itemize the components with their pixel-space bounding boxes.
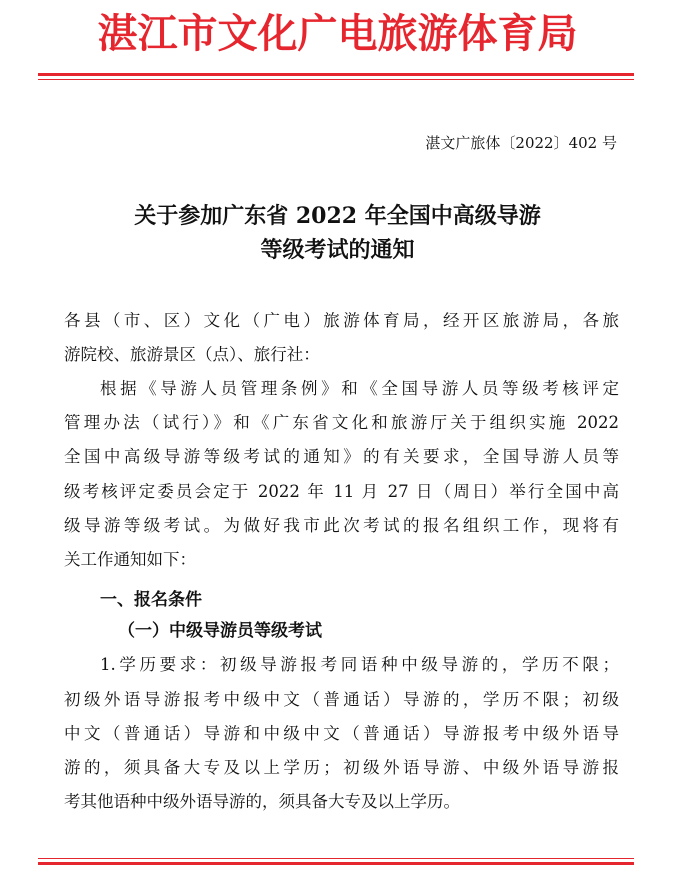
body-line: 关工作通知如下： — [64, 550, 196, 569]
footer-rule-thin — [38, 858, 634, 859]
body-line: 各县（市、区）文化（广电）旅游体育局，经开区旅游局，各旅 — [64, 311, 619, 330]
body-line: 级导游等级考试。为做好我市此次考试的报名组织工作，现将有 — [64, 516, 619, 535]
section-heading: 一、报名条件 — [100, 590, 202, 610]
section-line: 游的，须具备大专及以上学历；初级外语导游、中级外语导游报 — [64, 758, 619, 777]
footer-rule-thick — [38, 862, 634, 865]
agency-header-title: 湛江市文化广电旅游体育局 — [97, 10, 578, 57]
header-rule-thick — [38, 73, 634, 76]
body-line: 全国中高级导游等级考试的通知》的有关要求，全国导游人员等 — [64, 447, 619, 466]
section-line: 中文（普通话）导游和中级中文（普通话）导游报考中级外语导 — [64, 724, 619, 743]
document-title-line-1: 关于参加广东省 2022 年全国中高级导游 — [134, 203, 541, 229]
body-line: 管理办法（试行）》和《广东省文化和旅游厅关于组织实施 2022 — [64, 413, 619, 432]
body-line: 级考核评定委员会定于 2022 年 11 月 27 日（周日）举行全国中高 — [64, 482, 619, 501]
document-title-line-2: 等级考试的通知 — [260, 237, 415, 263]
subsection-heading: （一）中级导游员等级考试 — [118, 621, 322, 641]
document-number: 湛文广旅体〔2022〕402 号 — [425, 134, 617, 152]
section-line: 初级外语导游报考中级中文（普通话）导游的，学历不限；初级 — [64, 690, 619, 709]
header-rule-thin — [38, 79, 634, 80]
section-line: 1.学历要求：初级导游报考同语种中级导游的，学历不限； — [100, 655, 619, 674]
body-line: 游院校、旅游景区（点）、旅行社： — [64, 345, 320, 364]
body-line: 根据《导游人员管理条例》和《全国导游人员等级考核评定 — [100, 379, 619, 398]
section-line: 考其他语种中级外语导游的，须具备大专及以上学历。 — [64, 792, 460, 811]
